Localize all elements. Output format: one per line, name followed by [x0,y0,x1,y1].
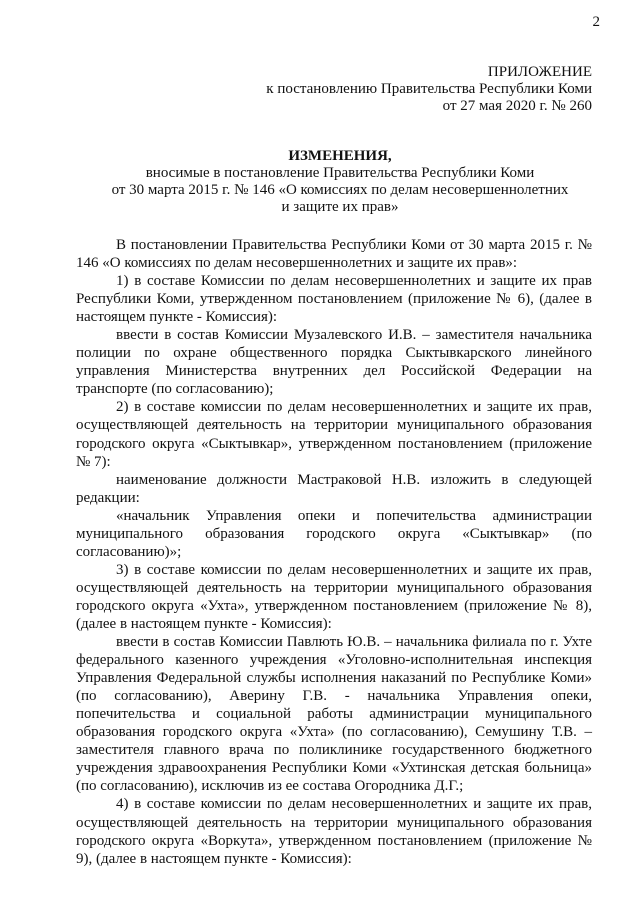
paragraph: В постановлении Правительства Республики Коми от 30 марта 2015 г. № 146 «О комиссиях по делам несовершеннолетних и защите их прав»: [76,237,592,272]
document-body [76,236,592,868]
paragraph: наименование должности Мастраковой Н.В. изложить в следующей редакции: [76,471,592,506]
paragraph: 3) в составе комиссии по делам несовершеннолетних и защите их прав, осуществляющей деятельность на территории муниципального образования городского округа «Ухта», утвержденном постановлением (приложение № 8), (далее в настоящем пункте - Комиссия): [76,561,592,632]
paragraph: «начальник Управления опеки и попечительства администрации муниципального образования городского округа «Сыктывкар» (по согласованию)»; [76,507,592,560]
title-line-2: от 30 марта 2015 г. № 146 «О комиссиях по делам несовершеннолетних [111,182,569,198]
title-line-3: и защите их прав» [281,199,399,215]
appendix-label: ПРИЛОЖЕНИЕ [487,64,592,80]
page-number: 2 [592,14,600,30]
appendix-line-1: к постановлению Правительства Республики Коми [266,81,592,97]
paragraph: ввести в состав Комиссии Павлють Ю.В. – начальника филиала по г. Ухте федерального казенного учреждения «Уголовно-исполнительная инспекция Управления Федеральной службы исполнения наказаний по Республике Коми» (по согласованию), Аверину Г.В. - начальника Управления опеки, попечительства и социальной работы администрации муниципального образования городского округа «Ухта» (по согласованию), Семушину Т.В. – заместителя главного врача по поликлинике государственного бюджетного учреждения здравоохранения Республики Коми «Ухтинская детская больница» (по согласованию), исключив из ее состава Огородника Д.Г.; [76,634,592,795]
paragraph: ввести в состав Комиссии Музалевского И.В. – заместителя начальника полиции по охране общественного порядка Сыктывкарского линейного управления Министерства внутренних дел Российской Федерации на транспорте (по согласованию); [76,327,592,398]
paragraph: 2) в составе комиссии по делам несовершеннолетних и защите их прав, осуществляющей деятельность на территории муниципального образования городского округа «Сыктывкар», утвержденном постановлением (приложение № 7): [76,399,592,470]
appendix-block [266,64,592,115]
paragraph: 1) в составе Комиссии по делам несовершеннолетних и защите их прав Республики Коми, утвержденном постановлением (приложение № 6), (далее в настоящем пункте - Комиссия): [76,273,592,326]
appendix-line-2: от 27 мая 2020 г. № 260 [442,98,592,114]
title-line-1: вносимые в постановление Правительства Республики Коми [145,165,535,181]
document-title: ИЗМЕНЕНИЯ, [288,148,392,164]
paragraph: 4) в составе комиссии по делам несовершеннолетних и защите их прав, осуществляющей деятельность на территории муниципального образования городского округа «Воркута», утвержденном постановлением (приложение № 9), (далее в настоящем пункте - Комиссия): [76,796,592,867]
title-block [90,148,590,216]
